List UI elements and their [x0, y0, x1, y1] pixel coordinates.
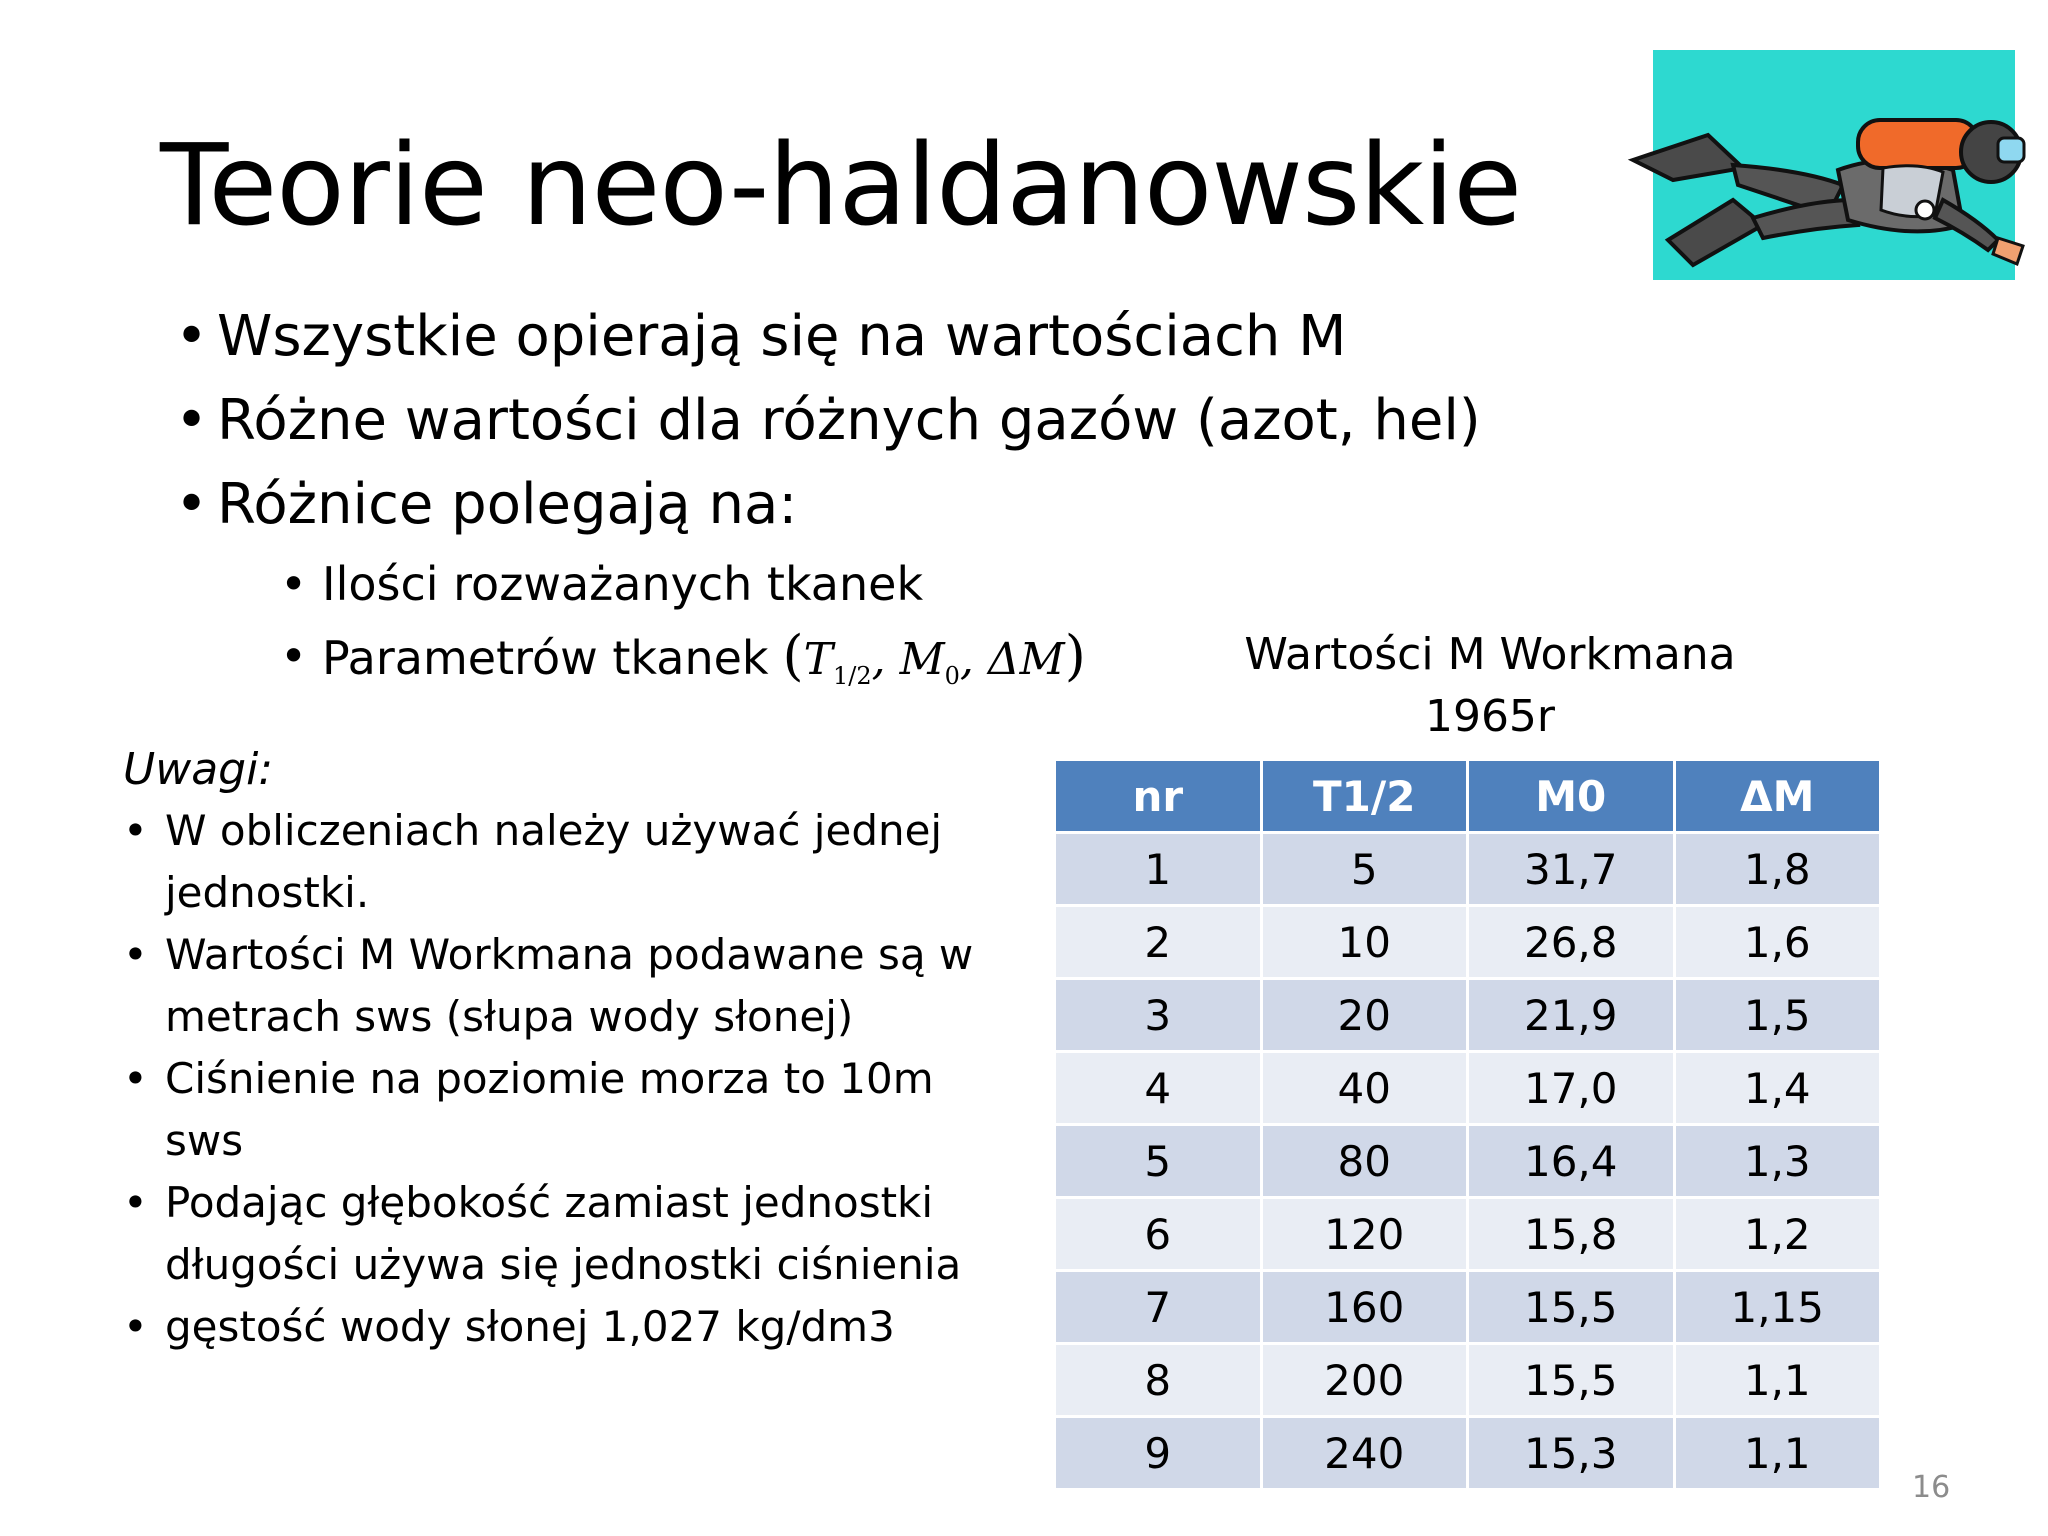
note-item: • gęstość wody słonej 1,027 kg/dm3 [123, 1296, 983, 1358]
table-cell: 8 [1055, 1344, 1262, 1417]
table-row [1055, 1052, 1881, 1125]
slide-title: Teorie neo-haldanowskie [160, 121, 1522, 251]
notes-list [123, 800, 983, 1358]
table-cell: 15,5 [1468, 1271, 1675, 1344]
table-cell: 1,4 [1674, 1052, 1881, 1125]
workman-m-values-table [1053, 758, 1882, 1491]
table-cell: 1,15 [1674, 1271, 1881, 1344]
table-cell: 120 [1261, 1198, 1468, 1271]
table-cell: 1,5 [1674, 979, 1881, 1052]
note-item: • Ciśnienie na poziomie morza to 10m sws [123, 1048, 983, 1172]
table-cell: 1,1 [1674, 1417, 1881, 1490]
table-cell: 16,4 [1468, 1125, 1675, 1198]
formula-dm: , ΔM [959, 634, 1065, 685]
table-cell: 5 [1261, 833, 1468, 906]
table-cell: 1,2 [1674, 1198, 1881, 1271]
table-cell: 80 [1261, 1125, 1468, 1198]
table-cell: 200 [1261, 1344, 1468, 1417]
table-cell: 240 [1261, 1417, 1468, 1490]
table-header-row [1055, 760, 1881, 833]
table-cell: 15,3 [1468, 1417, 1675, 1490]
table-cell: 7 [1055, 1271, 1262, 1344]
table-cell: 9 [1055, 1417, 1262, 1490]
table-cell: 31,7 [1468, 833, 1675, 906]
formula-open-paren: ( [782, 624, 804, 687]
table-cell: 15,8 [1468, 1198, 1675, 1271]
sub-bullet-list [280, 548, 1086, 712]
table-cell: 6 [1055, 1198, 1262, 1271]
table-row [1055, 1125, 1881, 1198]
bullet-item: • Różnice polegają na: [175, 463, 1481, 547]
table-cell: 26,8 [1468, 906, 1675, 979]
table-caption [1200, 624, 1780, 748]
column-header-nr: nr [1055, 760, 1262, 833]
table-cell: 10 [1261, 906, 1468, 979]
table-cell: 2 [1055, 906, 1262, 979]
table-caption-line: Wartości M Workmana [1244, 629, 1736, 680]
table-cell: 3 [1055, 979, 1262, 1052]
column-header-delta-m: ΔM [1674, 760, 1881, 833]
note-item: • Wartości M Workmana podawane są w metrach sws (słupa wody słonej) [123, 924, 983, 1048]
formula-close-paren: ) [1064, 624, 1086, 687]
table-cell: 1,3 [1674, 1125, 1881, 1198]
table-cell: 4 [1055, 1052, 1262, 1125]
formula-t-sub: 1/2 [832, 661, 872, 690]
table-cell: 20 [1261, 979, 1468, 1052]
tissue-parameters-formula [782, 624, 1086, 690]
table-row [1055, 1417, 1881, 1490]
main-bullet-list [175, 295, 1481, 547]
table-cell: 1,6 [1674, 906, 1881, 979]
table-cell: 15,5 [1468, 1344, 1675, 1417]
table-cell: 1,8 [1674, 833, 1881, 906]
table-cell: 1,1 [1674, 1344, 1881, 1417]
sub-bullet-item [280, 620, 1086, 712]
table-cell: 160 [1261, 1271, 1468, 1344]
table-row [1055, 833, 1881, 906]
formula-m: , M [871, 634, 945, 685]
table-row [1055, 906, 1881, 979]
note-item: • W obliczeniach należy używać jednej jednostki. [123, 800, 983, 924]
table-row [1055, 979, 1881, 1052]
table-cell: 5 [1055, 1125, 1262, 1198]
table-cell: 1 [1055, 833, 1262, 906]
page-number: 16 [1912, 1470, 1951, 1505]
notes-header: Uwagi: [123, 744, 274, 795]
note-item: • Podając głębokość zamiast jednostki długości używa się jednostki ciśnienia [123, 1172, 983, 1296]
table-row [1055, 1271, 1881, 1344]
notes-section [123, 740, 983, 1358]
scuba-diver-icon [1613, 50, 2033, 280]
column-header-half-time: T1/2 [1261, 760, 1468, 833]
table-row [1055, 1344, 1881, 1417]
table-cell: 40 [1261, 1052, 1468, 1125]
sub-bullet-text: Parametrów tkanek [322, 631, 769, 685]
table-cell: 17,0 [1468, 1052, 1675, 1125]
bullet-item: • Wszystkie opierają się na wartościach M [175, 295, 1481, 379]
formula-m-sub: 0 [944, 661, 960, 690]
diver-image [1653, 50, 2015, 280]
table-cell: 21,9 [1468, 979, 1675, 1052]
table-caption-line: 1965r [1424, 691, 1556, 742]
table-row [1055, 1198, 1881, 1271]
column-header-m0: M0 [1468, 760, 1675, 833]
bullet-item: • Różne wartości dla różnych gazów (azot, hel) [175, 379, 1481, 463]
sub-bullet-item [280, 548, 1086, 620]
formula-t: T [803, 634, 833, 685]
sub-bullet-text: Ilości rozważanych tkanek [322, 557, 924, 611]
